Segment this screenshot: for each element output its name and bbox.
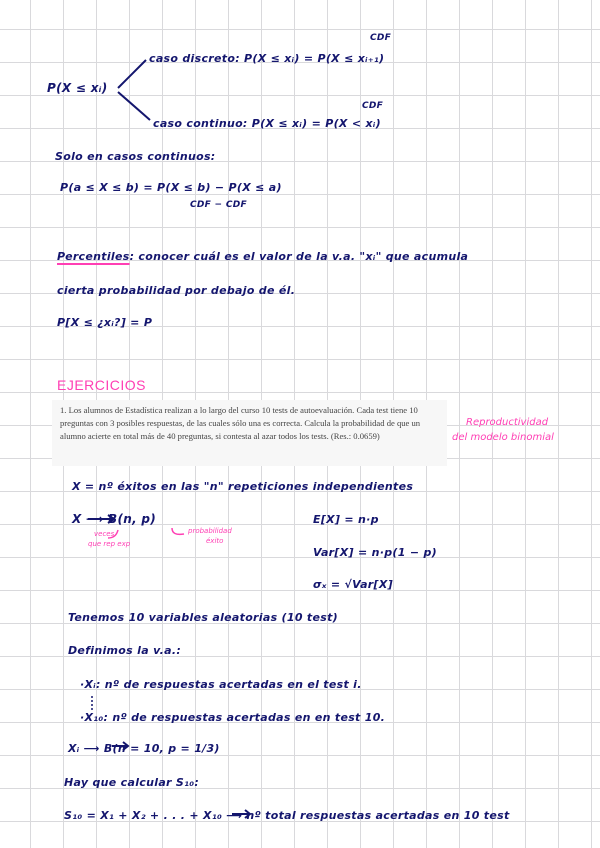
x10-definition: ·X₁₀: nº de respuestas acertadas en en test 10. xyxy=(80,711,386,724)
percentiles-line1: : conocer cuál es el valor de la v.a. "xᵢ" que acumula xyxy=(129,250,469,263)
ten-variables: Tenemos 10 variables aleatorias (10 test) xyxy=(68,611,338,624)
x-binomial: X ⟶ B(n, p) xyxy=(72,512,157,526)
x-definition: X = nº éxitos en las "n" repeticiones independientes xyxy=(72,480,414,493)
cdf-minus-cdf: CDF − CDF xyxy=(190,200,247,210)
calc-s10: Hay que calcular S₁₀: xyxy=(64,776,200,789)
note-p-line1: probabilidad xyxy=(188,527,232,535)
interval-formula: P(a ≤ X ≤ b) = P(X ≤ b) − P(X ≤ a) xyxy=(60,181,282,194)
note-p-line2: éxito xyxy=(206,537,224,545)
note-n-line1: veces xyxy=(94,530,115,538)
percentiles-line2: cierta probabilidad por debajo de él. xyxy=(57,284,296,297)
margin-note-line1: Reproductividad xyxy=(466,417,549,428)
sum-s10: S₁₀ = X₁ + X₂ + . . . + X₁₀ ⟶ nº total respuestas acertadas en 10 test xyxy=(64,809,510,822)
discrete-case: caso discreto: P(X ≤ xᵢ) = P(X ≤ xᵢ₊₁) xyxy=(149,52,385,65)
std-dev: σₓ = √Var[X] xyxy=(313,578,393,591)
note-n-line2: que rep exp xyxy=(88,540,131,548)
exercise-statement-box xyxy=(52,400,447,466)
probability-lhs: P(X ≤ xᵢ) xyxy=(47,81,108,95)
continuous-heading: Solo en casos continuos: xyxy=(55,150,216,163)
expectation: E[X] = n·p xyxy=(313,513,379,526)
variance: Var[X] = n·p(1 − p) xyxy=(313,546,437,559)
exercise-statement: 1. Los alumnos de Estadística realizan a lo largo del curso 10 tests de autoevaluación. Cada test tiene 10 preguntas con 3 posibles respuestas, de las cuales sólo una es correcta. Calcula la probabilidad de que un alumno acierte en total más de 40 preguntas, si contesta al azar todos los tests. (Res.: 0.0659) xyxy=(60,405,421,441)
margin-note-line2: del modelo binomial xyxy=(452,432,554,443)
define-va: Definimos la v.a.: xyxy=(68,644,182,657)
percentile-formula: P[X ≤ ¿xᵢ?] = P xyxy=(57,316,153,329)
percentiles-definition xyxy=(57,250,468,263)
ejercicios-title: EJERCICIOS xyxy=(57,377,147,393)
cdf-label-continuous: CDF xyxy=(362,101,384,111)
cdf-label-top: CDF xyxy=(370,33,392,43)
continuous-case: caso continuo: P(X ≤ xᵢ) = P(X < xᵢ) xyxy=(153,117,381,130)
percentiles-term: Percentiles xyxy=(57,250,130,263)
xi-binomial: Xᵢ ⟶ B(n = 10, p = 1/3) xyxy=(68,742,220,755)
xi-definition: ·Xᵢ: nº de respuestas acertadas en el test i. xyxy=(80,678,362,691)
